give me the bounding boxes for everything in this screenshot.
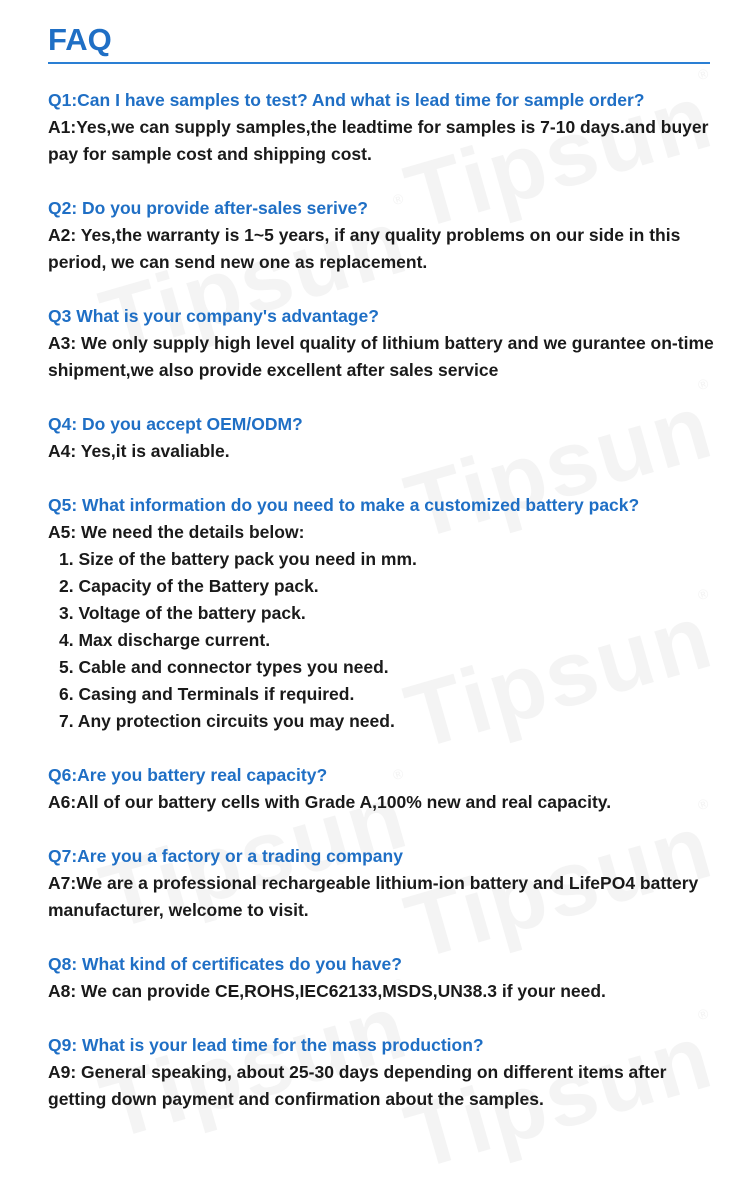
faq-item-8 (48, 951, 728, 1005)
faq-item-4 (48, 411, 728, 465)
faq-item-9 (48, 1032, 728, 1113)
faq-answer: A1:Yes,we can supply samples,the leadtime for samples is 7-10 days.and buyer pay for sample cost and shipping cost. (48, 117, 709, 164)
faq-answer: A3: We only supply high level quality of lithium battery and we gurantee on-time shipment,we also provide excellent after sales service (48, 333, 714, 380)
faq-item-3 (48, 303, 728, 384)
faq-answer: A6:All of our battery cells with Grade A,100% new and real capacity. (48, 792, 612, 812)
faq-answer: A2: Yes,the warranty is 1~5 years, if any quality problems on our side in this period, we can send new one as replacement. (48, 225, 681, 272)
faq-question: Q1:Can I have samples to test? And what is lead time for sample order? (48, 90, 645, 110)
faq-answer: A4: Yes,it is avaliable. (48, 441, 230, 461)
faq-question: Q4: Do you accept OEM/ODM? (48, 414, 303, 434)
faq-question: Q2: Do you provide after-sales serive? (48, 198, 368, 218)
requirement-list (48, 546, 728, 735)
faq-item-6 (48, 762, 728, 816)
faq-item-2 (48, 195, 728, 276)
list-item: 1. Size of the battery pack you need in mm. (59, 549, 417, 569)
faq-answer: A8: We can provide CE,ROHS,IEC62133,MSDS,UN38.3 if your need. (48, 981, 606, 1001)
faq-list (48, 87, 728, 1140)
faq-answer: A5: We need the details below: (48, 522, 305, 542)
faq-question: Q5: What information do you need to make a customized battery pack? (48, 495, 640, 515)
page-title: FAQ (48, 22, 112, 57)
faq-question: Q8: What kind of certificates do you have? (48, 954, 402, 974)
faq-question: Q7:Are you a factory or a trading company (48, 846, 403, 866)
faq-item-7 (48, 843, 728, 924)
faq-question: Q6:Are you battery real capacity? (48, 765, 328, 785)
faq-item-5 (48, 492, 728, 735)
faq-answer: A7:We are a professional rechargeable lithium-ion battery and LifePO4 battery manufacturer, welcome to visit. (48, 873, 699, 920)
faq-answer: A9: General speaking, about 25-30 days depending on different items after getting down payment and confirmation about the samples. (48, 1062, 667, 1109)
list-item: 7. Any protection circuits you may need. (59, 711, 395, 731)
list-item: 2. Capacity of the Battery pack. (59, 576, 319, 596)
list-item: 6. Casing and Terminals if required. (59, 684, 355, 704)
list-item: 3. Voltage of the battery pack. (59, 603, 306, 623)
list-item: 5. Cable and connector types you need. (59, 657, 389, 677)
title-divider (48, 62, 710, 64)
faq-question: Q3 What is your company's advantage? (48, 306, 379, 326)
faq-question: Q9: What is your lead time for the mass production? (48, 1035, 484, 1055)
list-item: 4. Max discharge current. (59, 630, 271, 650)
faq-item-1 (48, 87, 728, 168)
